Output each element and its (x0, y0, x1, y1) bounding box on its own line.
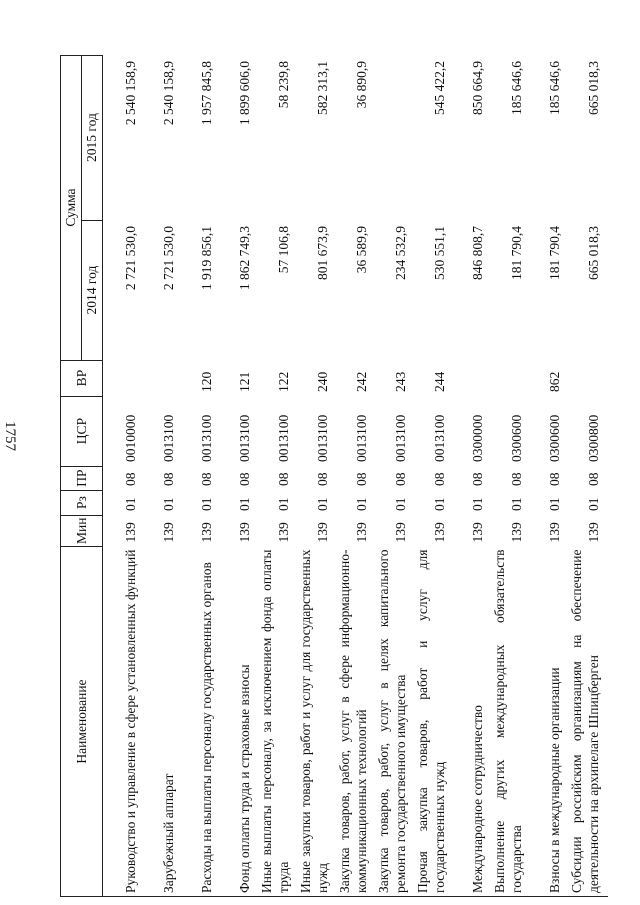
row-csr: 0013100 (314, 414, 330, 463)
row-name: Субсидии российским организациям на обеспечение деятельности на архипелаге Шпицберген (565, 547, 608, 897)
row-csr: 0300600 (508, 414, 524, 463)
row-2015: 185 646,6 (546, 61, 562, 116)
row-2014: 36 589,9 (353, 226, 369, 274)
row-csr: 0010000 (122, 414, 138, 463)
row-name: Прочая закупка товаров, работ и услуг для государственных нужд (411, 547, 450, 897)
row-pr: 08 (585, 472, 601, 487)
row-rz: 01 (122, 497, 138, 512)
row-2014: 181 790,4 (508, 226, 524, 281)
row-csr: 0013100 (431, 414, 447, 463)
row-rz: 01 (236, 497, 252, 512)
row-min: 139 (585, 522, 601, 543)
row-name: Выполнение других международных обязательств государства (488, 547, 527, 897)
row-vr: 244 (431, 371, 447, 393)
row-pr: 08 (469, 472, 485, 487)
row-name: Международное сотрудничество (450, 547, 488, 897)
row-2014: 846 808,7 (469, 226, 485, 281)
row-rz: 01 (392, 497, 408, 512)
row-rz: 01 (353, 497, 369, 512)
header-vr: ВР (61, 360, 103, 396)
header-2015: 2015 год (82, 55, 103, 220)
row-vr (141, 360, 179, 396)
header-sum: Сумма (61, 55, 82, 360)
row-min: 139 (392, 522, 408, 543)
row-name: Взносы в международные организации (527, 547, 565, 897)
budget-table (60, 55, 608, 897)
row-rz: 01 (508, 497, 524, 512)
row-csr: 0013100 (236, 414, 252, 463)
row-min: 139 (122, 522, 138, 543)
row-min: 139 (160, 522, 176, 543)
row-rz: 01 (469, 497, 485, 512)
row-2014: 1 862 749,3 (236, 226, 252, 291)
row-vr (450, 360, 488, 396)
row-vr: 240 (314, 371, 330, 393)
row-rz: 01 (546, 497, 562, 512)
row-2015: 1 957 845,8 (198, 61, 214, 126)
row-csr: 0300000 (469, 414, 485, 463)
row-name: Закупка товаров, работ, услуг в сфере информационно-коммуникационных технологий (333, 547, 372, 897)
row-pr: 08 (546, 472, 562, 487)
table-header (61, 55, 103, 896)
table-row (333, 55, 372, 896)
row-vr: 242 (353, 371, 369, 393)
header-name: Наименование (61, 547, 103, 897)
row-rz: 01 (314, 497, 330, 512)
row-pr: 08 (353, 472, 369, 487)
row-csr: 0013100 (198, 414, 214, 463)
row-pr: 08 (431, 472, 447, 487)
row-min: 139 (275, 522, 291, 543)
row-rz: 01 (585, 497, 601, 512)
table-row (450, 55, 488, 896)
row-pr: 08 (160, 472, 176, 487)
header-pr: ПР (61, 466, 103, 490)
row-2014: 181 790,4 (546, 226, 562, 281)
row-csr: 0013100 (392, 414, 408, 463)
row-pr: 08 (314, 472, 330, 487)
row-name: Руководство и управление в сфере установленных функций (103, 547, 141, 897)
row-name: Иные закупки товаров, работ и услуг для государственных нужд (294, 547, 333, 897)
row-vr: 122 (275, 371, 291, 393)
row-2014: 1 919 856,1 (198, 226, 214, 291)
row-min: 139 (314, 522, 330, 543)
page-number: 1757 (2, 421, 18, 451)
table-row (103, 55, 141, 896)
row-csr: 0300600 (546, 414, 562, 463)
row-pr: 08 (198, 472, 214, 487)
row-pr: 08 (122, 472, 138, 487)
row-pr: 08 (508, 472, 524, 487)
row-min: 139 (236, 522, 252, 543)
row-vr: 120 (198, 371, 214, 393)
header-rz: Рз (61, 490, 103, 515)
header-2014: 2014 год (82, 220, 103, 360)
row-2014: 665 018,3 (585, 226, 601, 281)
table-row (488, 55, 527, 896)
row-2015 (372, 55, 411, 220)
row-vr: 121 (236, 371, 252, 393)
table-row (372, 55, 411, 896)
row-vr (103, 360, 141, 396)
row-min: 139 (508, 522, 524, 543)
row-csr: 0300800 (585, 414, 601, 463)
row-vr: 862 (546, 371, 562, 393)
row-name: Иные выплаты персоналу, за исключением фонда оплаты труда (255, 547, 294, 897)
row-name: Зарубежный аппарат (141, 547, 179, 897)
row-2015: 185 646,6 (508, 61, 524, 116)
row-rz: 01 (275, 497, 291, 512)
row-name: Расходы на выплаты персоналу государственных органов (179, 547, 217, 897)
row-2015: 850 664,9 (469, 61, 485, 116)
row-2015: 2 540 158,9 (122, 61, 138, 126)
row-2014: 234 532,9 (392, 226, 408, 281)
row-rz: 01 (198, 497, 214, 512)
row-name: Закупка товаров, работ, услуг в целях капитального ремонта государственного имущества (372, 547, 411, 897)
table-row (217, 55, 255, 896)
row-2015: 582 313,1 (314, 61, 330, 116)
row-vr (565, 360, 608, 396)
table-row (565, 55, 608, 896)
row-vr (488, 360, 527, 396)
table-row (411, 55, 450, 896)
row-2015: 2 540 158,9 (160, 61, 176, 126)
header-min: Мин (61, 515, 103, 546)
table-row (294, 55, 333, 896)
row-2014: 57 106,8 (275, 226, 291, 274)
row-2015: 58 239,8 (275, 61, 291, 109)
row-2015: 545 422,2 (431, 61, 447, 116)
row-pr: 08 (236, 472, 252, 487)
row-2014: 2 721 530,0 (160, 226, 176, 291)
row-min: 139 (353, 522, 369, 543)
row-min: 139 (198, 522, 214, 543)
row-csr: 0013100 (275, 414, 291, 463)
row-csr: 0013100 (160, 414, 176, 463)
row-rz: 01 (431, 497, 447, 512)
row-2014: 801 673,9 (314, 226, 330, 281)
row-2015: 665 018,3 (585, 61, 601, 116)
row-pr: 08 (392, 472, 408, 487)
table-row (255, 55, 294, 896)
row-2015: 1 899 606,0 (236, 61, 252, 126)
row-rz: 01 (160, 497, 176, 512)
table-row (141, 55, 179, 896)
row-vr: 243 (392, 371, 408, 393)
row-2014: 530 551,1 (431, 226, 447, 281)
row-2015: 36 890,9 (353, 61, 369, 109)
row-2014: 2 721 530,0 (122, 226, 138, 291)
row-min: 139 (431, 522, 447, 543)
table-row (179, 55, 217, 896)
table-row (527, 55, 565, 896)
row-name: Фонд оплаты труда и страховые взносы (217, 547, 255, 897)
row-pr: 08 (275, 472, 291, 487)
header-csr: ЦСР (61, 396, 103, 466)
row-csr: 0013100 (353, 414, 369, 463)
row-min: 139 (546, 522, 562, 543)
row-min: 139 (469, 522, 485, 543)
